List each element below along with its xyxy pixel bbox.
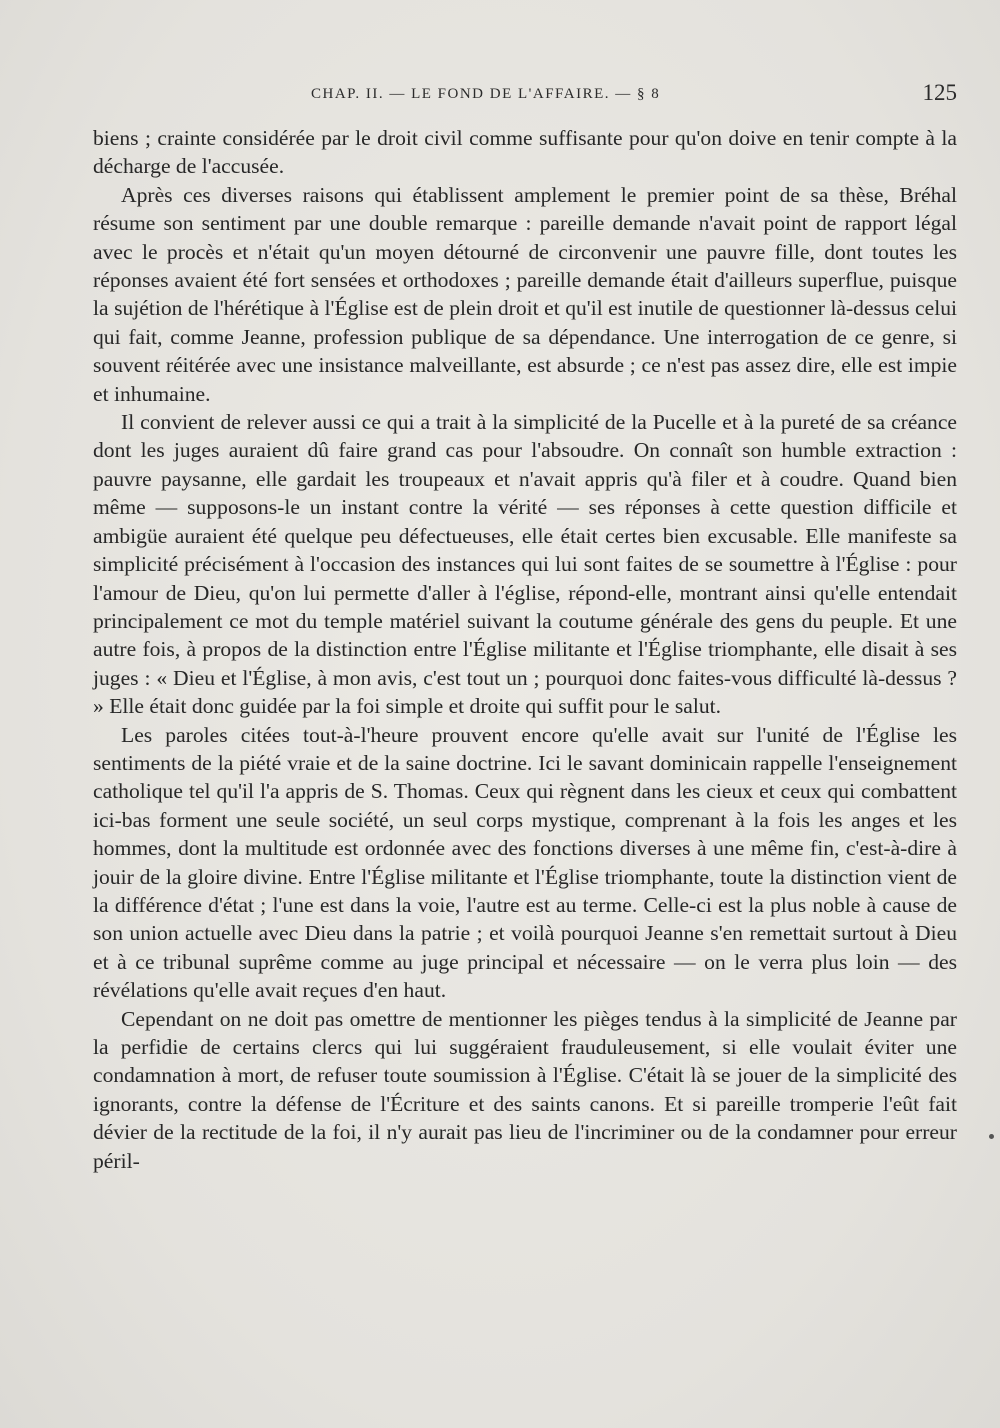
paragraph: biens ; crainte considérée par le droit civil comme suffisante pour qu'on doive en tenir compte à la décharge de l'accusée.	[93, 126, 957, 179]
margin-mark	[989, 1134, 994, 1139]
paragraph: Après ces diverses raisons qui établissent amplement le premier point de sa thèse, Bréhal résume son sentiment par une double remarque : pareille demande n'avait point de rapport légal avec le procès et n'était qu'un moyen détourné de circonvenir une pauvre fille, dont toutes les réponses avaient été fort sensées et orthodoxes ; pareille demande était d'ailleurs superflue, puisque la sujétion de l'hérétique à l'Église est de plein droit et qu'il est inutile de questionner là-dessus celui qui fait, comme Jeanne, profession publique de sa dépendance. Une interrogation de ce genre, si souvent réitérée avec une insistance malveillante, est absurde ; ce n'est pas assez dire, elle est impie et inhumaine.	[93, 182, 957, 406]
running-title: CHAP. II. — LE FOND DE L'AFFAIRE. — § 8	[311, 86, 661, 102]
page-header	[93, 80, 957, 112]
paragraph: Cependant on ne doit pas omettre de mentionner les pièges tendus à la simplicité de Jeanne par la perfidie de certains clercs qui lui suggéraient frauduleusement, si elle voulait éviter une condamnation à mort, de refuser toute soumission à l'Église. C'était là se jouer de la simplicité des ignorants, contre la défense de l'Écriture et des saints canons. Et si pareille tromperie l'eût fait dévier de la rectitude de la foi, il n'y aurait pas lieu de l'incriminer ou de la condamner pour erreur péril-	[93, 1006, 957, 1173]
body-text	[93, 124, 957, 1175]
page-number: 125	[922, 80, 957, 105]
paragraph: Il convient de relever aussi ce qui a trait à la simplicité de la Pucelle et à la pureté de sa créance dont les juges auraient dû faire grand cas pour l'absoudre. On connaît son humble extraction : pauvre paysanne, elle gardait les troupeaux et n'avait appris qu'à filer et à coudre. Quand bien même — supposons-le un instant contre la vérité — ses réponses à cette question difficile et ambigüe auraient été quelque peu défectueuses, elle était certes bien excusable. Elle manifeste sa simplicité précisément à l'occasion des instances qui lui sont faites de se soumettre à l'Église : pour l'amour de Dieu, qu'on lui permette d'aller à l'église, répond-elle, montrant ainsi qu'elle entendait principalement ce mot du temple matériel suivant la coutume générale des gens du peuple. Et une autre fois, à propos de la distinction entre l'Église militante et l'Église triomphante, elle disait à ses juges : « Dieu et l'Église, à mon avis, c'est tout un ; pourquoi donc faites-vous difficulté là-dessus ? » Elle était donc guidée par la foi simple et droite qui suffit pour le salut.	[93, 410, 957, 719]
paragraph: Les paroles citées tout-à-l'heure prouvent encore qu'elle avait sur l'unité de l'Église les sentiments de la piété vraie et de la saine doctrine. Ici le savant dominicain rappelle l'enseignement catholique tel qu'il l'a appris de S. Thomas. Ceux qui règnent dans les cieux et ceux qui combattent ici-bas forment une seule société, un seul corps mystique, comprenant à la fois les anges et les hommes, dont la multitude est ordonnée avec des fonctions diverses à une même fin, c'est-à-dire à jouir de la gloire divine. Entre l'Église militante et l'Église triomphante, toute la distinction vient de la différence d'état ; l'une est dans la voie, l'autre est au terme. Celle-ci est la plus noble à cause de son union actuelle avec Dieu dans la patrie ; et voilà pourquoi Jeanne s'en remettait surtout à Dieu et à ce tribunal suprême comme au juge principal et nécessaire — on le verra plus loin — des révélations qu'elle avait reçues d'en haut.	[93, 722, 957, 1003]
